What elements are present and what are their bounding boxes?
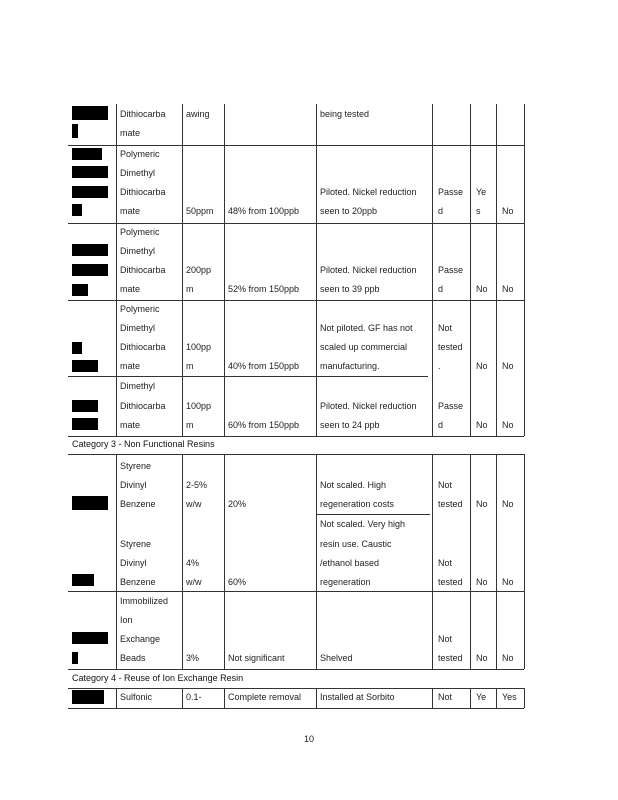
cell-text: Ye [476,692,487,702]
col-rule [182,454,183,669]
col-rule [524,104,525,436]
col-rule [182,104,183,436]
cell-text: tested [438,577,463,587]
cell-text: Dithiocarba [120,187,166,197]
redaction-bar [72,244,108,256]
redaction-bar [72,632,108,644]
rule [68,376,428,377]
cell-text: Dithiocarba [120,401,166,411]
redaction-bar [72,284,88,296]
cell-text: Yes [502,692,517,702]
col-rule [496,454,497,669]
cell-text: m [186,361,194,371]
rule [68,591,524,592]
redaction-bar [72,124,78,138]
cell-text: tested [438,653,463,663]
col-rule [316,104,317,436]
cell-text: /ethanol based [320,558,380,568]
cell-text: Dithiocarba [120,342,166,352]
redaction-bar [72,106,108,120]
cell-text: Not [438,558,453,568]
cell-text: Not [438,480,453,490]
col-rule [224,454,225,669]
cell-text: tested [438,499,463,509]
cell-text: regeneration costs [320,499,395,509]
cell-text: Shelved [320,653,353,663]
cell-text: Benzene [120,499,156,509]
cell-text: Divinyl [120,480,147,490]
cell-text: Exchange [120,634,161,644]
col-rule [116,454,117,669]
rule [68,669,524,670]
cell-text: 0.1- [186,692,202,702]
cell-text: regeneration [320,577,371,587]
col-rule [224,104,225,436]
redaction-bar [72,342,82,354]
col-rule [524,688,525,708]
cell-text: No [476,653,488,663]
cell-text: No [476,499,488,509]
col-rule [224,688,225,708]
cell-text: 60% [228,577,247,587]
category-header: Category 3 - Non Functional Resins [72,439,215,449]
col-rule [432,454,433,669]
redaction-bar [72,418,98,430]
cell-text: Not significant [228,653,285,663]
cell-text: 100pp [186,401,212,411]
cell-text: No [476,284,488,294]
redaction-bar [72,496,108,510]
col-rule [470,688,471,708]
cell-text: d [438,420,444,430]
col-rule [182,688,183,708]
category-header: Category 4 - Reuse of Ion Exchange Resin [72,673,244,683]
col-rule [470,104,471,436]
cell-text: mate [120,206,141,216]
redaction-bar [72,360,98,372]
cell-text: resin use. Caustic [320,539,392,549]
cell-text: No [502,577,514,587]
col-rule [496,688,497,708]
cell-text: seen to 39 ppb [320,284,380,294]
cell-text: . [438,361,441,371]
redaction-bar [72,690,104,704]
cell-text: 48% from 100ppb [228,206,300,216]
col-rule [524,454,525,669]
cell-text: 60% from 150ppb [228,420,300,430]
cell-text: Benzene [120,577,156,587]
rule [68,223,524,224]
cell-text: Piloted. Nickel reduction [320,265,417,275]
cell-text: 50ppm [186,206,214,216]
cell-text: No [502,206,514,216]
cell-text: mate [120,361,141,371]
cell-text: 200pp [186,265,212,275]
cell-text: Ion [120,615,133,625]
cell-text: Dimethyl [120,246,156,256]
cell-text: Not scaled. High [320,480,387,490]
cell-text: w/w [186,577,202,587]
cell-text: Not [438,634,453,644]
rule [68,300,524,301]
cell-text: No [502,653,514,663]
col-rule [496,104,497,436]
cell-text: m [186,420,194,430]
redaction-bar [72,186,108,198]
col-rule [316,454,317,669]
cell-text: Installed at Sorbito [320,692,395,702]
cell-text: tested [438,342,463,352]
cell-text: Not scaled. Very high [320,519,406,529]
cell-text: d [438,284,444,294]
cell-text: Styrene [120,539,152,549]
cell-text: m [186,284,194,294]
cell-text: Polymeric [120,227,160,237]
cell-text: No [476,420,488,430]
rule [68,454,524,455]
rule [68,688,524,689]
cell-text: Piloted. Nickel reduction [320,187,417,197]
col-rule [432,688,433,708]
cell-text: Passe [438,265,464,275]
page-number: 10 [303,734,314,744]
col-rule [116,104,117,436]
cell-text: Beads [120,653,146,663]
cell-text: manufacturing. [320,361,380,371]
redaction-bar [72,264,108,276]
cell-text: d [438,206,444,216]
rule [68,436,524,437]
cell-text: Not [438,692,453,702]
cell-text: 4% [186,558,200,568]
cell-text: 3% [186,653,200,663]
cell-text: s [476,206,481,216]
cell-text: Dimethyl [120,168,156,178]
col-rule [470,454,471,669]
cell-text: Dithiocarba [120,265,166,275]
cell-text: No [502,284,514,294]
cell-text: 100pp [186,342,212,352]
cell-text: Divinyl [120,558,147,568]
cell-text: 2-5% [186,480,208,490]
cell-text: Dimethyl [120,323,156,333]
cell-text: Dimethyl [120,381,156,391]
redaction-bar [72,166,108,178]
rule [316,514,430,515]
redaction-bar [72,148,102,160]
cell-text: Polymeric [120,304,160,314]
cell-text: No [476,361,488,371]
redaction-bar [72,652,78,664]
cell-text: awing [186,109,210,119]
cell-text: Not [438,323,453,333]
cell-text: Piloted. Nickel reduction [320,401,417,411]
cell-text: 40% from 150ppb [228,361,300,371]
cell-text: No [502,361,514,371]
cell-text: Ye [476,187,487,197]
cell-text: mate [120,284,141,294]
cell-text: mate [120,420,141,430]
cell-text: Sulfonic [120,692,153,702]
redaction-bar [72,574,94,586]
cell-text: w/w [186,499,202,509]
cell-text: Dithiocarba [120,109,166,119]
cell-text: Not piloted. GF has not [320,323,413,333]
cell-text: seen to 24 ppb [320,420,380,430]
rule [68,708,524,709]
cell-text: mate [120,128,141,138]
cell-text: No [502,499,514,509]
cell-text: being tested [320,109,370,119]
cell-text: scaled up commercial [320,342,408,352]
cell-text: Styrene [120,461,152,471]
cell-text: No [476,577,488,587]
cell-text: Immobilized [120,596,169,606]
col-rule [116,688,117,708]
col-rule [432,104,433,436]
cell-text: 52% from 150ppb [228,284,300,294]
redaction-bar [72,400,98,412]
cell-text: Passe [438,401,464,411]
cell-text: 20% [228,499,247,509]
cell-text: Passe [438,187,464,197]
rule [68,145,524,146]
redaction-bar [72,204,82,216]
cell-text: Polymeric [120,149,160,159]
col-rule [316,688,317,708]
cell-text: seen to 20ppb [320,206,378,216]
cell-text: No [502,420,514,430]
cell-text: Complete removal [228,692,302,702]
